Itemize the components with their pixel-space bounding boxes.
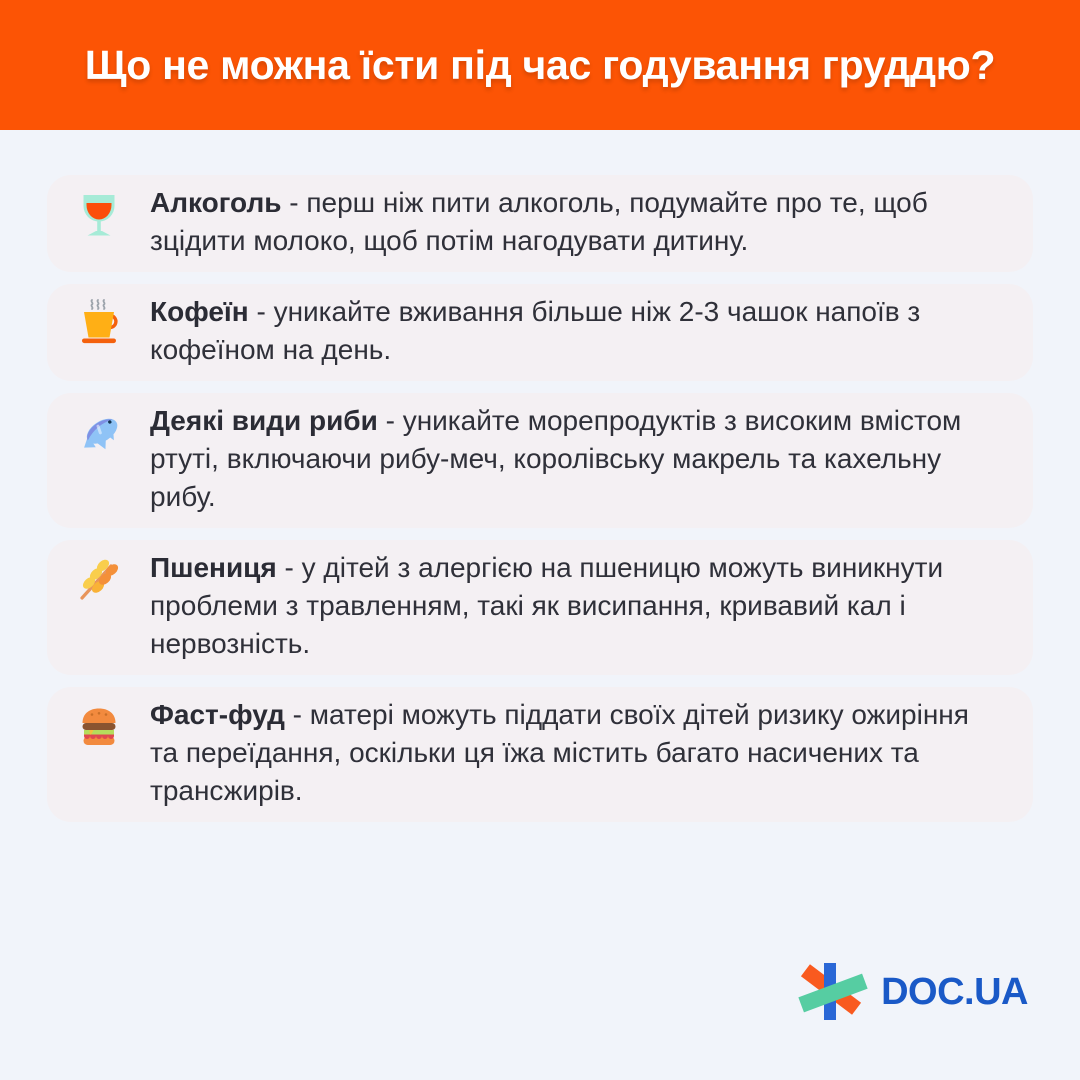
doc-ua-logo-text: DOC.UA xyxy=(881,970,1028,1013)
food-item-card xyxy=(47,540,1033,675)
item-text xyxy=(150,549,970,663)
item-description: у дітей з алергією на пшеницю можуть виникнути проблеми з травленням, такі як висипання, кривавий кал і нервозність. xyxy=(150,552,944,659)
wine-glass-icon xyxy=(75,190,123,238)
item-separator: - xyxy=(284,699,310,730)
item-term: Кофеїн xyxy=(150,296,249,327)
item-separator: - xyxy=(281,187,307,218)
item-text xyxy=(150,184,970,260)
item-term: Алкоголь xyxy=(150,187,282,218)
item-text xyxy=(150,293,970,369)
doc-ua-logo xyxy=(802,961,1028,1023)
item-separator: - xyxy=(276,552,302,583)
item-description: уникайте морепродуктів з високим вмістом ртуті, включаючи рибу-меч, королівську макрель та кахельну рибу. xyxy=(150,405,962,512)
doc-ua-logo-mark xyxy=(802,961,864,1023)
item-term: Пшениця xyxy=(150,552,277,583)
item-separator: - xyxy=(248,296,274,327)
item-description: матері можуть піддати своїх дітей ризику ожиріння та переїдання, оскільки ця їжа містить багато насичених та трансжирів. xyxy=(150,699,969,806)
food-item-card xyxy=(47,284,1033,381)
wheat-icon xyxy=(75,555,123,603)
item-text xyxy=(150,696,970,810)
item-text xyxy=(150,402,970,516)
fish-icon xyxy=(75,408,123,456)
page-title: Що не можна їсти під час годування груддю? xyxy=(84,41,996,88)
item-description: уникайте вживання більше ніж 2-3 чашок напоїв з кофеїном на день. xyxy=(150,296,921,365)
item-separator: - xyxy=(377,405,403,436)
food-item-card xyxy=(47,175,1033,272)
coffee-cup-icon xyxy=(75,299,123,347)
hamburger-icon xyxy=(75,702,123,750)
header-banner xyxy=(0,0,1080,130)
item-term: Деякі види риби xyxy=(150,405,378,436)
item-description: перш ніж пити алкоголь, подумайте про те, щоб зцідити молоко, щоб потім нагодувати дитину. xyxy=(150,187,928,256)
item-term: Фаст-фуд xyxy=(150,699,285,730)
food-item-card xyxy=(47,393,1033,528)
food-item-card xyxy=(47,687,1033,822)
food-items-list xyxy=(47,175,1033,822)
